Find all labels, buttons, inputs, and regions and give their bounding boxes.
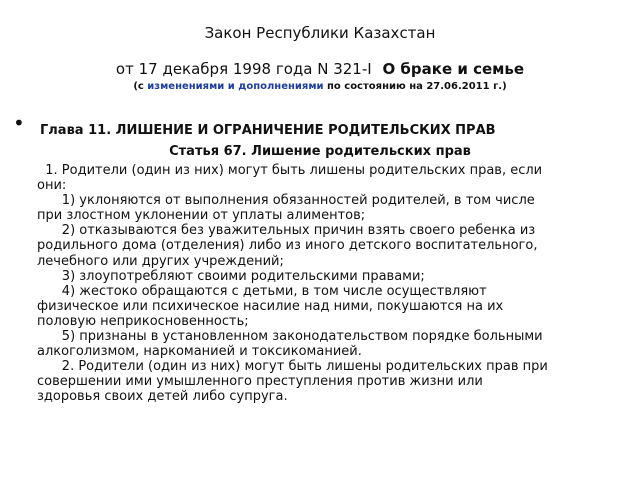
text-line: алкоголизмом, наркоманией и токсикоманией. bbox=[37, 344, 362, 360]
text-line: 5) признаны в установленном законодательством порядке больными bbox=[37, 329, 543, 345]
text-line: совершении ими умышленного преступления против жизни или bbox=[37, 374, 483, 390]
bullet-icon: • bbox=[13, 111, 25, 135]
text-line: 1. Родители (один из них) могут быть лишены родительских прав, если bbox=[37, 163, 543, 178]
law-date: от 17 декабря 1998 года N 321-I bbox=[115, 60, 372, 78]
text-line: половую неприкосновенность; bbox=[37, 313, 249, 329]
text-line: здоровья своих детей либо супруга. bbox=[37, 389, 288, 405]
text-line: они: bbox=[37, 178, 67, 194]
chapter-heading: Глава 11. ЛИШЕНИЕ И ОГРАНИЧЕНИЕ РОДИТЕЛЬСКИХ ПРАВ bbox=[40, 123, 496, 138]
text-line: 1) уклоняются от выполнения обязанностей родителей, в том числе bbox=[37, 193, 535, 209]
text-line: при злостном уклонении от уплаты алиментов; bbox=[37, 208, 366, 224]
law-subtitle bbox=[0, 60, 640, 78]
amendments-note bbox=[0, 81, 640, 92]
amendments-link[interactable]: изменениями и дополнениями bbox=[147, 81, 324, 92]
text-line: 2. Родители (один из них) могут быть лишены родительских прав при bbox=[37, 359, 548, 375]
text-line: 3) злоупотребляют своими родительскими правами; bbox=[37, 268, 425, 284]
amendments-open: (с bbox=[133, 81, 144, 92]
amendments-date: по состоянию на 27.06.2011 г.) bbox=[327, 81, 507, 92]
page-title: Закон Республики Казахстан bbox=[204, 24, 436, 42]
article-body bbox=[37, 163, 637, 405]
article-heading: Статья 67. Лишение родительских прав bbox=[169, 144, 471, 159]
text-line: 4) жестоко обращаются с детьми, в том числе осуществляют bbox=[37, 283, 487, 299]
text-line: физическое или психическое насилие над ними, покушаются на их bbox=[37, 298, 504, 314]
text-line: лечебного или других учреждений; bbox=[37, 253, 284, 269]
law-name: О браке и семье bbox=[382, 60, 525, 78]
text-line: родильного дома (отделения) либо из иного детского воспитательного, bbox=[37, 238, 538, 254]
text-line: 2) отказываются без уважительных причин взять своего ребенка из bbox=[37, 223, 536, 239]
